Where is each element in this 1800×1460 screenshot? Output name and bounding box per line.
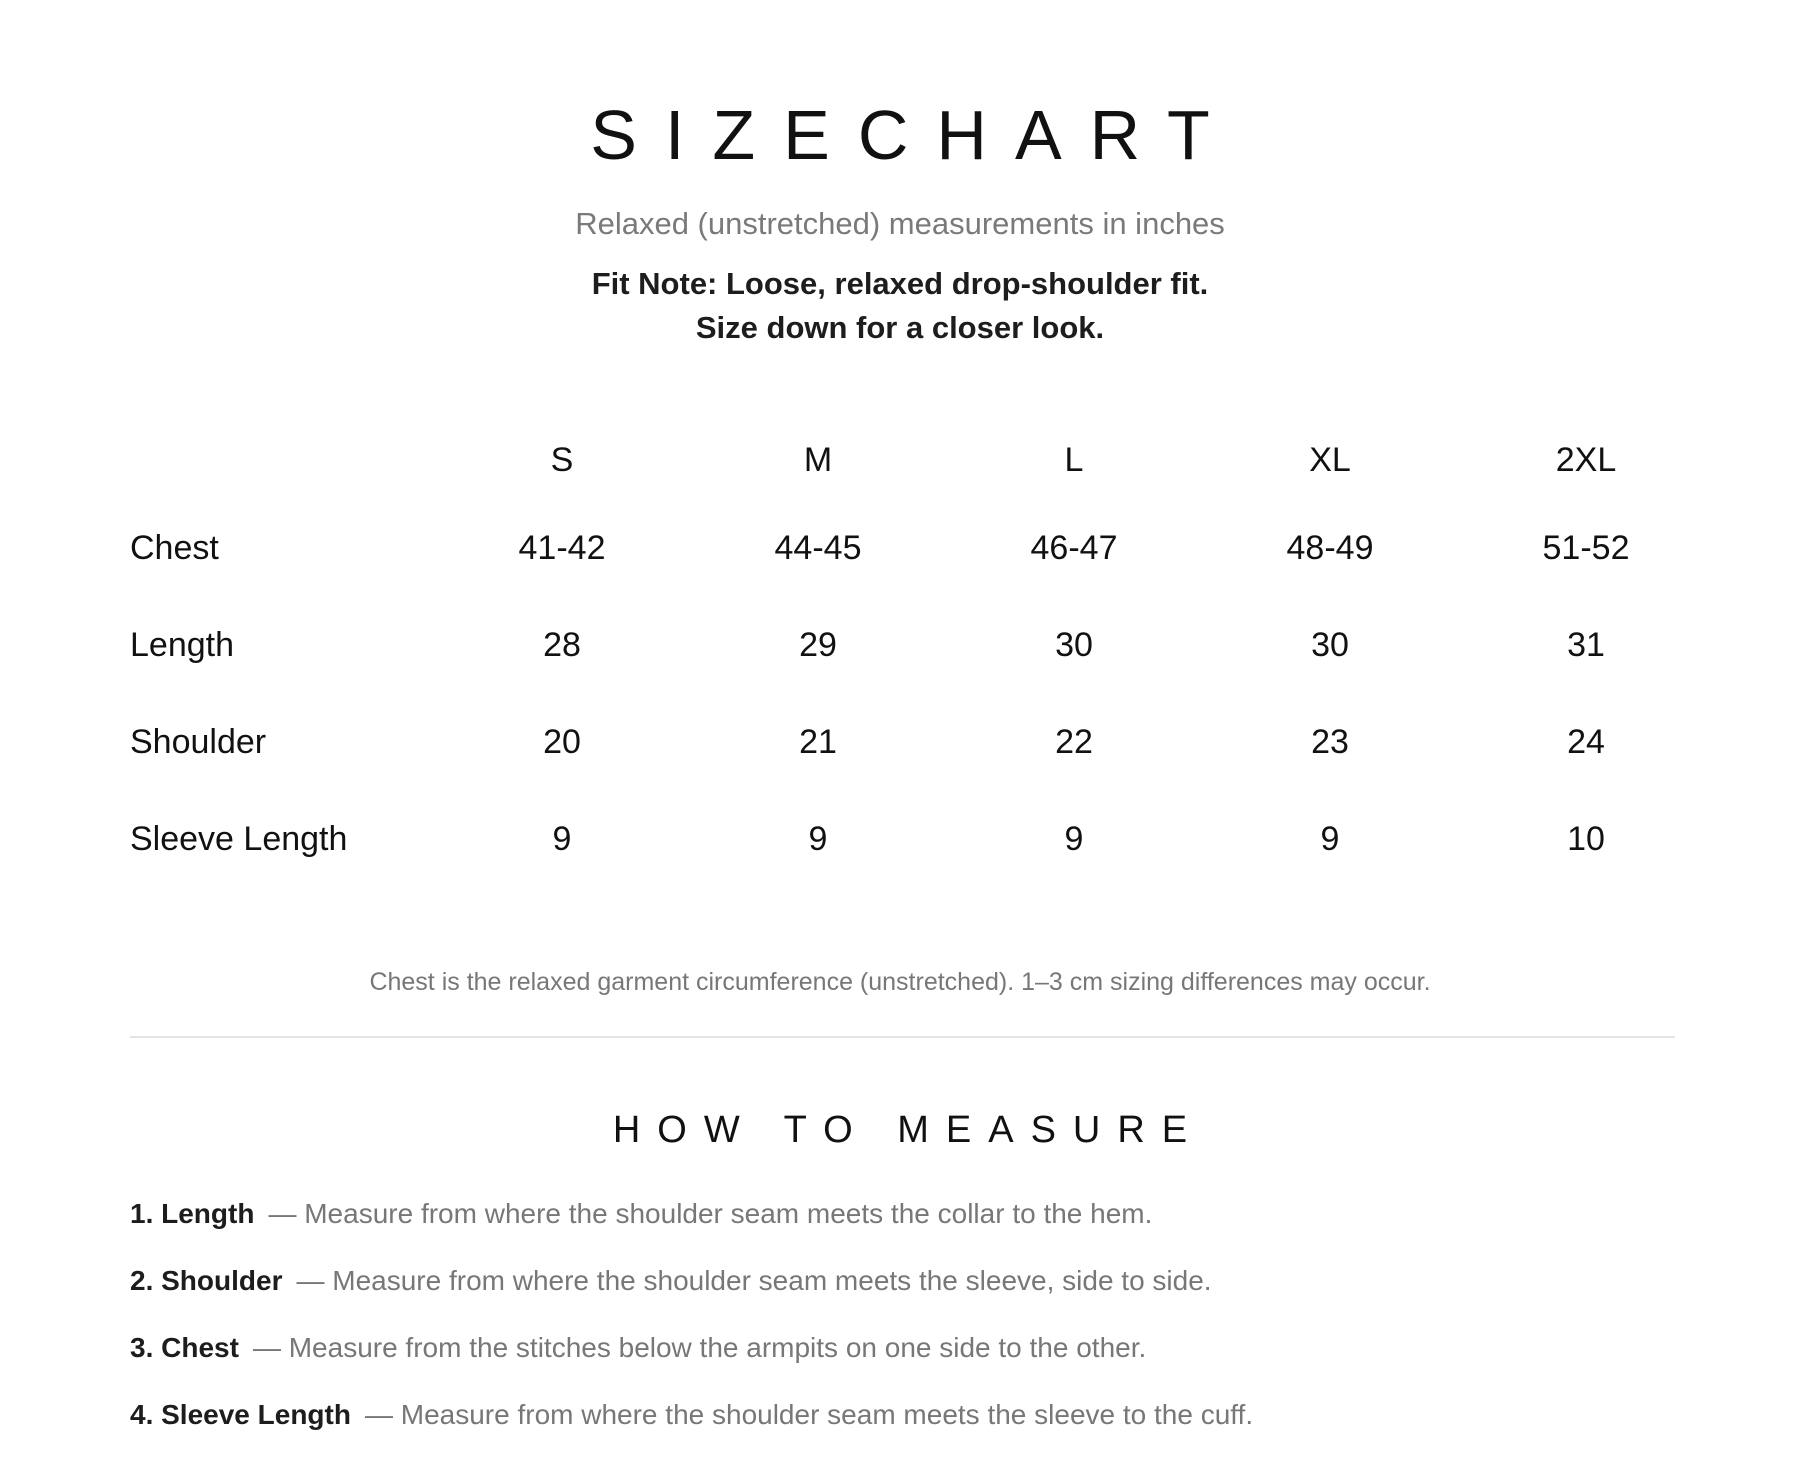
footnote: Chest is the relaxed garment circumference (unstretched). 1–3 cm sizing differences may occur. (369, 968, 1431, 996)
table-row (130, 597, 1714, 694)
page-subtitle: Relaxed (unstretched) measurements in inches (575, 206, 1225, 241)
size-header: 2XL (1555, 440, 1617, 479)
step-description: Measure from the stitches below the armpits on one side to the other. (288, 1332, 1147, 1363)
table-cell: 48-49 (1286, 529, 1374, 567)
step-description: Measure from where the shoulder seam meets the collar to the hem. (304, 1198, 1153, 1229)
step-separator: — (296, 1265, 325, 1296)
table-cell: 23 (1311, 723, 1349, 761)
step-separator: — (364, 1399, 393, 1430)
step-term: 4. Sleeve Length (130, 1399, 351, 1430)
how-to-measure-title: HOW TO MEASURE (612, 1109, 1205, 1151)
table-cell: 28 (543, 626, 581, 664)
table-header-row (130, 420, 1714, 500)
table-cell: 30 (1311, 626, 1349, 664)
list-item (130, 1393, 1690, 1460)
fit-note-line-2: Size down for a closer look. (695, 310, 1105, 345)
step-separator: — (252, 1332, 281, 1363)
table-cell: 51-52 (1542, 529, 1630, 567)
measure-steps-list (130, 1192, 1690, 1460)
row-label: Sleeve Length (130, 820, 348, 858)
size-header: L (1064, 440, 1084, 479)
table-cell: 9 (1320, 820, 1340, 858)
table-cell: 30 (1055, 626, 1093, 664)
fit-note-line-1: Fit Note: Loose, relaxed drop-shoulder fit. (591, 266, 1209, 301)
table-corner-cell (130, 420, 434, 500)
table-cell: 41-42 (518, 529, 606, 567)
step-term: 1. Length (130, 1198, 255, 1229)
table-cell: 44-45 (774, 529, 862, 567)
table-cell: 29 (799, 626, 837, 664)
step-description: Measure from where the shoulder seam meets the sleeve, side to side. (332, 1265, 1212, 1296)
table-cell: 10 (1567, 820, 1605, 858)
fit-note (0, 262, 1800, 350)
table-row (130, 694, 1714, 791)
table-cell: 9 (552, 820, 572, 858)
row-label: Length (130, 626, 234, 664)
step-separator: — (268, 1198, 297, 1229)
size-table (130, 420, 1714, 888)
row-label: Shoulder (130, 723, 267, 761)
step-description: Measure from where the shoulder seam meets the sleeve to the cuff. (400, 1399, 1254, 1430)
table-cell: 21 (799, 723, 837, 761)
step-term: 2. Shoulder (130, 1265, 283, 1296)
table-cell: 46-47 (1030, 529, 1118, 567)
table-cell: 22 (1055, 723, 1093, 761)
step-term: 3. Chest (130, 1332, 239, 1363)
table-cell: 9 (1064, 820, 1084, 858)
size-header: XL (1309, 440, 1351, 479)
table-cell: 20 (543, 723, 581, 761)
table-cell: 31 (1567, 626, 1605, 664)
page-title: SIZECHART (590, 96, 1238, 174)
size-header: M (803, 440, 833, 479)
table-row (130, 500, 1714, 597)
section-divider (130, 1036, 1675, 1038)
list-item (130, 1326, 1690, 1393)
row-label: Chest (130, 529, 219, 567)
table-cell: 24 (1567, 723, 1605, 761)
size-header: S (550, 440, 574, 479)
table-cell: 9 (808, 820, 828, 858)
list-item (130, 1259, 1690, 1326)
list-item (130, 1192, 1690, 1259)
table-row (130, 791, 1714, 888)
